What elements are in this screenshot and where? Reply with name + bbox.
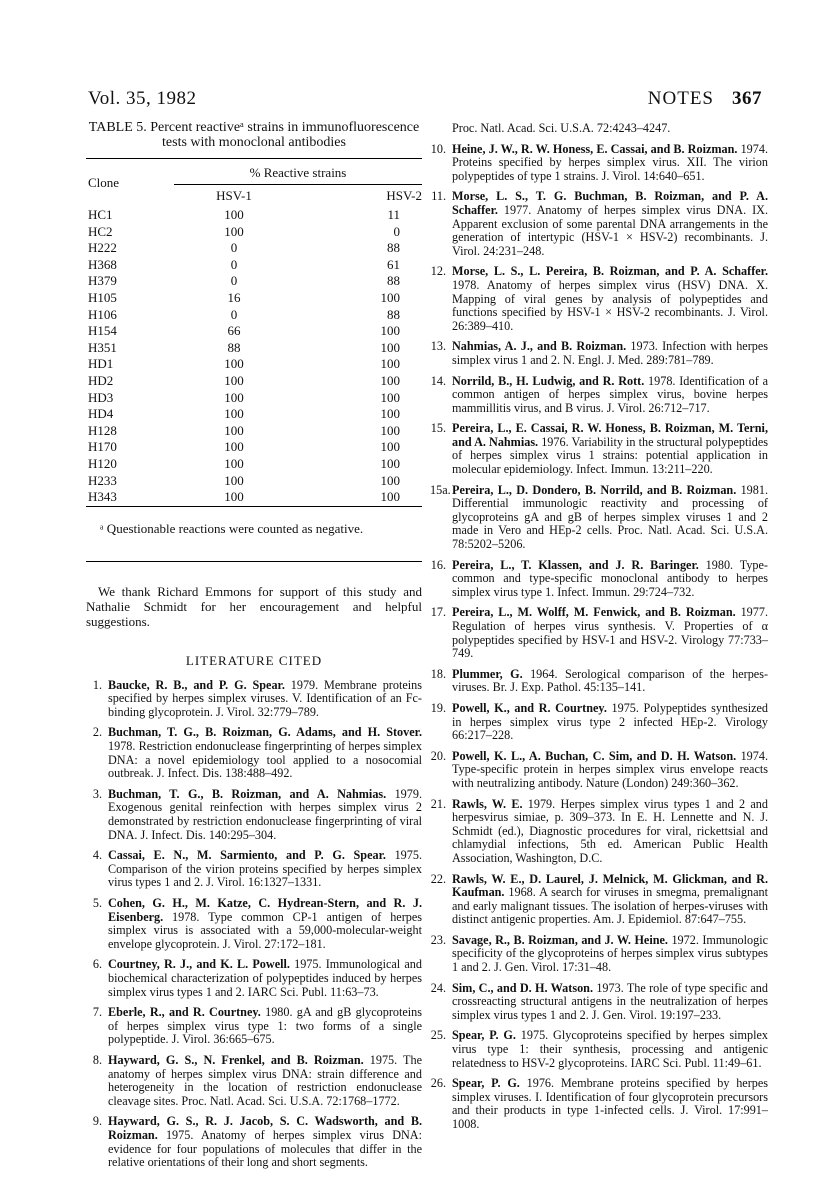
reference-authors: Pereira, L., M. Wolff, M. Fenwick, and B. Roizman.	[452, 605, 736, 620]
reference-list-left	[86, 679, 422, 1170]
table-row	[86, 323, 422, 340]
reference-item	[430, 982, 768, 1023]
reference-text: 1979. Exogenous genital reinfection with herpes simplex virus 2 demonstrated by restriction endonuclease fingerprinting of viral DNA. J. Infect. Dis. 140:295–304.	[108, 786, 423, 842]
reference-text: 1980. Type-common and type-specific monoclonal antibody to herpes simplex virus type 1. Infect. Immun. 29:724–732.	[452, 557, 768, 599]
reference-text: 1974. Proteins specified by herpes simplex virus. XII. The virion polypeptides of type 1 strains. J. Virol. 14:640–651.	[452, 141, 768, 183]
hsv1-cell: 0	[230, 306, 238, 322]
reference-text: 1975. Immunological and biochemical characterization of polypeptides induced by herpes simplex virus types 1 and 2. IARC Sci. Publ. 11:63–73.	[108, 957, 422, 999]
reference-authors: Norrild, B., H. Ludwig, and R. Rott.	[452, 373, 645, 388]
reference-text: 1975. Polypeptides synthesized in herpes simplex virus type 2 infected HEp-2. Virology 66:217–228.	[452, 700, 769, 743]
hsv1-cell: 0	[230, 256, 238, 272]
reference-authors: Powell, K., and R. Courtney.	[452, 700, 607, 715]
reference-item	[86, 1006, 422, 1047]
reference-number: 23.	[430, 932, 446, 947]
reference-text: 1980. gA and gB glycoproteins of herpes simplex virus type 1: two forms of a single polypeptide. J. Virol. 36:665–675.	[108, 1005, 422, 1047]
clone-cell: H222	[88, 240, 117, 256]
running-head-journal: Vol. 35, 1982	[88, 88, 197, 109]
hsv1-cell: 100	[224, 389, 244, 405]
reference-item	[430, 750, 768, 791]
clone-cell: H343	[86, 489, 174, 506]
hsv1-cell: 100	[224, 455, 244, 471]
hsv2-cell: 88	[387, 273, 400, 289]
hsv2-cell: 100	[380, 455, 400, 471]
reference-authors: Savage, R., B. Roizman, and J. W. Heine.	[452, 932, 668, 947]
hsv2-cell: 100	[380, 439, 400, 455]
reference-text: 1979. Membrane proteins specified by herpes simplex viruses. V. Identification of an Fc-binding glycoprotein. J. Virol. 32:779–789.	[108, 677, 422, 719]
hsv2-cell: 100	[294, 489, 422, 506]
hsv1-cell: 66	[227, 323, 241, 339]
reference-number: 6.	[92, 957, 102, 972]
reference-text: 1977. Regulation of herpes virus synthesis. V. Properties of α polypeptides specified by HSV-1 and HSV-2. Virology 77:733–749.	[452, 605, 768, 661]
table-footnote: ᵃ Questionable reactions were counted as negative.	[100, 520, 364, 536]
hsv1-cell: 16	[227, 289, 241, 305]
hsv1-cell: 100	[224, 406, 244, 422]
reference-number: 24.	[430, 980, 446, 995]
reference-authors: Morse, L. S., L. Pereira, B. Roizman, and P. A. Schaffer.	[452, 264, 768, 279]
table-row	[86, 290, 422, 307]
hsv1-cell: 88	[227, 339, 241, 355]
reference-authors: Buchman, T. G., B. Roizman, and A. Nahmias.	[108, 786, 387, 801]
reference-item	[86, 1115, 422, 1169]
reference-authors: Pereira, L., T. Klassen, and J. R. Baringer.	[452, 557, 699, 572]
reference-item	[430, 798, 768, 866]
reference-authors: Hayward, G. S., R. J. Jacob, S. C. Wadsworth, and B. Roizman.	[108, 1114, 422, 1142]
reference-number: 15.	[430, 421, 446, 436]
reference-text: 1975. Glycoproteins specified by herpes simplex virus type 1: their synthesis, processing and antigenic relatedness to HSV-2 glycoproteins. IARC Sci. Publ. 11:49–61.	[452, 1028, 769, 1070]
hsv2-cell: 88	[387, 240, 400, 256]
reference-item	[430, 559, 768, 600]
reference-number: 20.	[430, 748, 446, 763]
reference-authors: Buchman, T. G., B. Roizman, G. Adams, and H. Stover.	[108, 725, 422, 740]
reference-authors: Baucke, R. B., and P. G. Spear.	[108, 677, 285, 692]
clone-cell: HD4	[88, 406, 114, 422]
table-row	[86, 406, 422, 423]
reference-number: 5.	[92, 896, 102, 910]
hsv1-cell: 100	[224, 472, 244, 488]
table-row	[86, 224, 422, 241]
table-caption: TABLE 5. Percent reactiveᵃ strains in immunofluorescence tests with monoclonal antibodies	[88, 120, 420, 150]
reference-item	[430, 143, 768, 184]
reference-item	[430, 1029, 768, 1070]
reference-number: 9.	[92, 1114, 102, 1129]
hsv2-cell: 100	[380, 472, 400, 488]
reference-text: 1978. Type common CP-1 antigen of herpes simplex virus is associated with a 59,000-molecular-weight envelope glycoprotein. J. Virol. 27:172–181.	[108, 909, 422, 951]
reference-item	[430, 340, 768, 367]
reference-number: 15a.	[430, 482, 451, 497]
reference-number: 13.	[430, 339, 446, 354]
table-row	[86, 340, 422, 357]
reference-text: 1976. Membrane proteins specified by herpes simplex viruses. I. Identification of four glycoprotein precursors and their products in type 1-infected cells. J. Virol. 17:991–1008.	[452, 1076, 768, 1131]
reference-number: 25.	[430, 1028, 446, 1043]
reference-number: 10.	[430, 141, 446, 156]
reference-item	[430, 934, 768, 975]
clone-cell: H233	[88, 472, 117, 488]
reference-text: 1977. Anatomy of herpes simplex virus DNA. IX. Apparent exclusion of some parental DNA arrangements in the generation of intertypic (HSV-1 × HSV-2) recombinants. J. Virol. 24:231–248.	[452, 202, 768, 258]
hsv2-cell: 100	[380, 339, 400, 355]
reference-text: 1974. Type-specific protein in herpes simplex virus envelope reacts with neutralizing antibody. Nature (London) 249:360–362.	[452, 748, 768, 790]
reference-text: 1972. Immunologic specificity of the glycoproteins of herpes simplex virus subtypes 1 and 2. J. Gen. Virol. 17:31–48.	[452, 932, 769, 975]
reference-item	[430, 873, 768, 927]
reference-authors: Spear, P. G.	[452, 1028, 516, 1043]
hsv2-cell: 11	[387, 207, 400, 222]
reference-text: 1981. Differential immunologic reactivity and processing of glycoproteins gA and gB of herpes simplex viruses 1 and 2 made in Vero and HEp-2 cells. Proc. Natl. Acad. Sci. U.S.A. 78:5202–5206.	[452, 482, 769, 552]
table-row	[86, 240, 422, 257]
hsv1-cell: 0	[230, 273, 238, 289]
clone-cell: HD2	[88, 372, 114, 388]
reference-text: 1978. Identification of a common antigen of herpes simplex virus, bovine herpes mammillitis virus, and B virus. J. Virol. 26:712–717.	[452, 373, 768, 415]
left-column	[86, 120, 422, 1177]
reference-item	[430, 1077, 768, 1131]
reference-number: 1.	[92, 677, 102, 692]
reference-authors: Powell, K. L., A. Buchan, C. Sim, and D. H. Watson.	[452, 748, 737, 763]
reference-number: 11.	[431, 189, 446, 204]
reference-authors: Eberle, R., and R. Courtney.	[108, 1005, 261, 1020]
clone-cell: HC2	[88, 223, 113, 239]
reference-number: 8.	[92, 1052, 102, 1067]
table-row	[86, 390, 422, 407]
hsv2-cell: 100	[380, 406, 400, 422]
clone-cell: HD3	[88, 389, 114, 405]
hsv2-cell: 100	[380, 356, 400, 372]
reference-item	[430, 375, 768, 416]
reference-text: 1964. Serological comparison of the herpes-viruses. Br. J. Exp. Pathol. 45:135–141.	[452, 666, 769, 695]
reference-number: 17.	[430, 605, 446, 620]
reference-number: 12.	[430, 264, 446, 279]
clone-cell: H170	[88, 439, 117, 455]
hsv1-cell: 100	[224, 372, 244, 388]
hsv2-cell: 88	[387, 306, 400, 322]
reference-authors: Morse, L. S., T. G. Buchman, B. Roizman, and P. A. Schaffer.	[452, 189, 768, 217]
reference-authors: Rawls, W. E., D. Laurel, J. Melnick, M. Glickman, and R. Kaufman.	[452, 871, 768, 900]
reference-number: 4.	[92, 848, 102, 863]
table-row	[86, 456, 422, 473]
reference-item	[430, 702, 768, 743]
table-row	[86, 489, 422, 506]
reference-text: 1975. Anatomy of herpes simplex virus DNA: evidence for four populations of molecules that differ in the relative orientations of their long and short segments.	[108, 1127, 422, 1170]
reference-text: 1978. Anatomy of herpes simplex virus (HSV) DNA. X. Mapping of viral genes by analysis of polypeptides and functions specified by HSV-1 × HSV-2 recombinants. J. Virol. 26:389–410.	[452, 277, 768, 333]
hsv2-cell: 100	[380, 422, 400, 438]
reference-number: 7.	[92, 1005, 102, 1020]
hsv2-cell: 100	[380, 372, 400, 388]
reference-item	[430, 265, 768, 333]
clone-cell: HC1	[88, 207, 113, 222]
reference-item	[86, 958, 422, 999]
clone-cell: H105	[88, 289, 117, 305]
col-header-group: % Reactive strains	[174, 159, 422, 185]
reference-item	[430, 668, 768, 695]
reference-authors: Pereira, L., D. Dondero, B. Norrild, and B. Roizman.	[452, 482, 737, 497]
reference-authors: Hayward, G. S., N. Frenkel, and B. Roizman.	[108, 1052, 364, 1067]
reference-number: 26.	[430, 1076, 446, 1091]
acknowledgment: We thank Richard Emmons for support of this study and Nathalie Schmidt for her encouragement and helpful suggestions.	[86, 583, 422, 629]
reference-authors: Nahmias, A. J., and B. Roizman.	[452, 339, 627, 354]
reference-item	[430, 484, 768, 552]
clone-cell: H106	[88, 306, 117, 322]
reference-item	[430, 606, 768, 660]
reference-number: 21.	[430, 796, 446, 811]
reference-text: 1979. Herpes simplex virus types 1 and 2 and herpesvirus simiae, p. 309–373. In E. H. Lennette and N. J. Schmidt (ed.), Diagnostic procedures for viral, rickettsial and chlamydial infections, 5th ed. American Public Health Association, Washington, D.C.	[452, 796, 768, 865]
clone-cell: H379	[88, 273, 117, 289]
clone-cell: H154	[88, 323, 117, 339]
clone-cell: H120	[88, 455, 117, 471]
table-row	[86, 273, 422, 290]
reference-number: 22.	[430, 871, 446, 886]
reference-authors: Rawls, W. E.	[452, 796, 523, 811]
clone-cell: HD1	[88, 356, 114, 372]
reactivity-table	[86, 158, 422, 507]
reference-authors: Courtney, R. J., and K. L. Powell.	[108, 957, 290, 972]
hsv1-cell: 0	[230, 240, 238, 256]
table-row	[86, 257, 422, 274]
reference-number: 16.	[430, 557, 446, 572]
table-row	[86, 307, 422, 324]
reference-text: 1973. Infection with herpes simplex virus 1 and 2. N. Engl. J. Med. 289:781–789.	[452, 339, 769, 367]
reference-item	[86, 897, 422, 951]
reference-item	[86, 788, 422, 842]
reference-authors: Pereira, L., E. Cassai, R. W. Honess, B. Roizman, M. Terni, and A. Nahmias.	[452, 421, 768, 449]
hsv1-cell: 100	[224, 439, 244, 455]
reference-number: 3.	[92, 786, 102, 801]
reference-authors: Cassai, E. N., M. Sarmiento, and P. G. Spear.	[108, 848, 386, 863]
reference-list-right	[430, 143, 768, 1132]
reference-authors: Heine, J. W., R. W. Honess, E. Cassai, and B. Roizman.	[452, 141, 738, 156]
reference-text: 1975. Comparison of the virion proteins specified by herpes simplex virus types 1 and 2. J. Virol. 16:1327–1331.	[108, 848, 422, 890]
reference-authors: Plummer, G.	[452, 666, 523, 681]
col-header-hsv1: HSV-1	[174, 185, 294, 208]
page-number: 367	[732, 88, 762, 109]
reference-number: 19.	[430, 700, 446, 715]
table-row	[86, 373, 422, 390]
hsv1-cell: 100	[174, 489, 294, 506]
reference-authors: Sim, C., and D. H. Watson.	[452, 980, 593, 995]
table-row	[86, 356, 422, 373]
hsv1-cell: 100	[224, 207, 244, 222]
hsv2-cell: 100	[380, 289, 400, 305]
clone-cell: H351	[88, 339, 117, 355]
reference-text: 1978. Restriction endonuclease fingerprinting of herpes simplex DNA: a novel epidemiology tool applied to a nosocomial outbreak. J. Infect. Dis. 138:488–492.	[108, 739, 422, 781]
col-header-clone: Clone	[86, 159, 174, 208]
reference-text: 1976. Variability in the structural polypeptides of herpes simplex virus 1 strains: potential application in molecular epidemiology. Infect. Immun. 13:211–220.	[452, 434, 768, 477]
reference-item	[430, 190, 768, 258]
hsv2-cell: 100	[380, 323, 400, 339]
reference-item	[86, 679, 422, 720]
table-row	[86, 207, 422, 224]
reference-number: 14.	[430, 373, 446, 388]
hsv1-cell: 100	[224, 422, 244, 438]
reference-item	[86, 1054, 422, 1108]
reference-item	[430, 422, 768, 476]
right-column	[430, 122, 768, 1139]
reference-item	[86, 726, 422, 780]
reference-number: 18.	[430, 666, 446, 681]
table-row	[86, 423, 422, 440]
running-head-section: NOTES	[647, 88, 714, 109]
table-row	[86, 473, 422, 490]
divider	[86, 561, 422, 562]
table-body	[86, 207, 422, 506]
col-header-hsv2: HSV-2	[294, 185, 422, 208]
literature-title: LITERATURE CITED	[185, 652, 323, 668]
reference-number: 2.	[92, 725, 102, 740]
reference-item	[86, 849, 422, 890]
reference-text: 1968. A search for viruses in smegma, premalignant and early malignant tissues. The isolation of herpes-viruses with distinct antigenic properties. Am. J. Epidemiol. 87:647–755.	[452, 885, 768, 927]
hsv2-cell: 100	[380, 389, 400, 405]
clone-cell: H368	[88, 256, 117, 272]
table-row	[86, 439, 422, 456]
hsv1-cell: 100	[224, 356, 244, 372]
reference-text: 1973. The role of type specific and crossreacting structural antigens in the neutralization of herpes simplex virus types 1 and 2. J. Gen. Virol. 19:197–233.	[452, 980, 768, 1022]
hsv2-cell: 61	[387, 256, 400, 272]
reference-continuation: Proc. Natl. Acad. Sci. U.S.A. 72:4243–4247.	[452, 121, 671, 135]
clone-cell: H128	[88, 422, 117, 438]
reference-authors: Spear, P. G.	[452, 1076, 520, 1091]
reference-text: 1975. The anatomy of herpes simplex virus DNA: strain difference and heterogeneity in the location of restriction endonuclease cleavage sites. Proc. Natl. Acad. Sci. U.S.A. 72:1768–1772.	[108, 1052, 422, 1108]
hsv2-cell: 0	[393, 223, 400, 239]
running-head-right	[648, 88, 762, 110]
reference-authors: Cohen, G. H., M. Katze, C. Hydrean-Stern, and R. J. Eisenberg.	[108, 896, 422, 924]
hsv1-cell: 100	[224, 223, 244, 239]
